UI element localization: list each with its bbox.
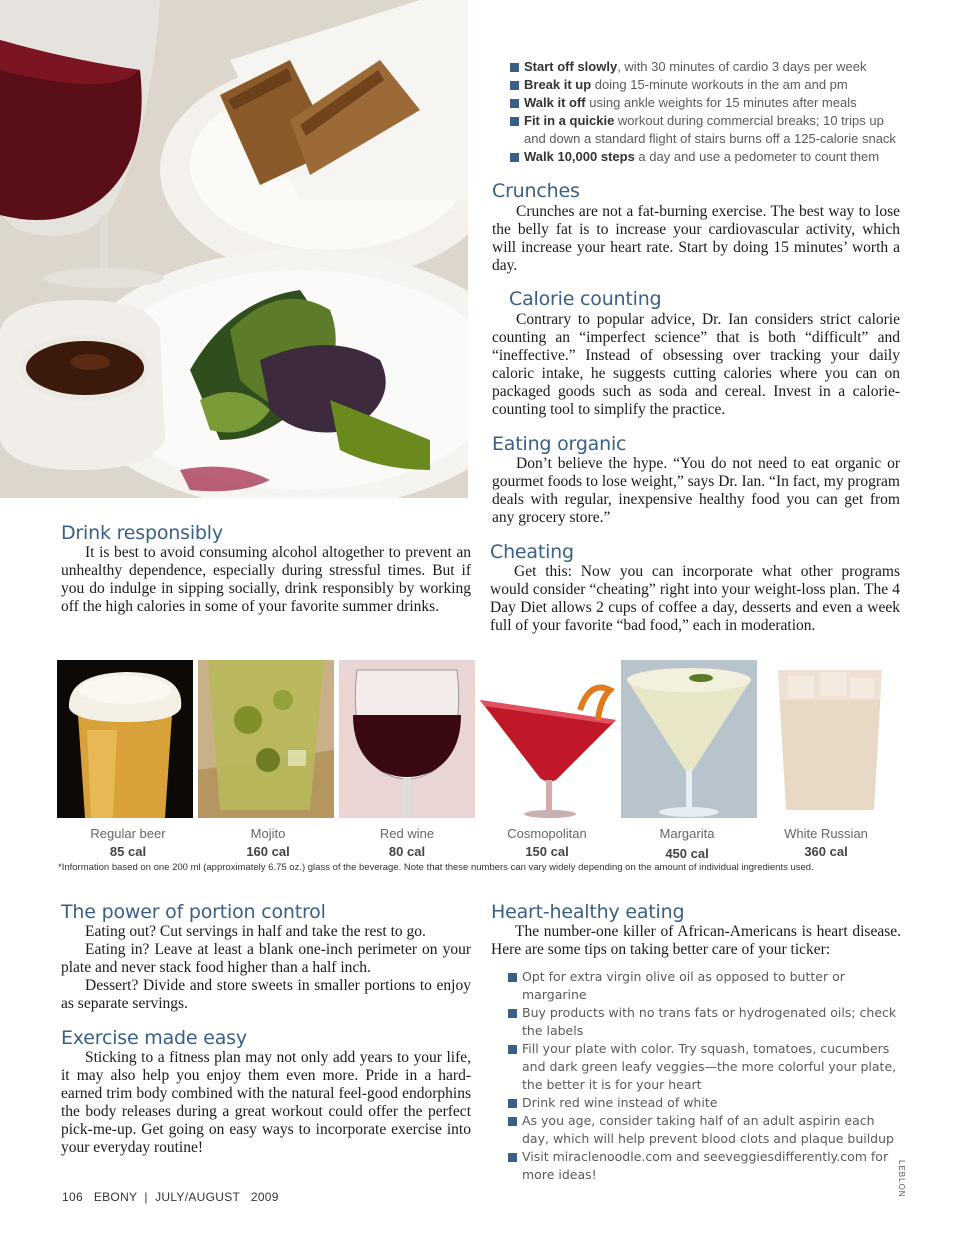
list-item: Visit miraclenoodle.com and seeveggiesdifferently.com for more ideas!	[508, 1148, 901, 1184]
list-item: Opt for extra virgin olive oil as opposed to butter or margarine	[508, 968, 901, 1004]
calorie-counting-heading: Calorie counting	[509, 288, 662, 310]
portion-control-heading: The power of portion control	[61, 901, 326, 923]
drink-name-cosmopolitan: Cosmopolitan	[507, 826, 587, 841]
portion-para-1: Eating out? Cut servings in half and take the rest to go.	[85, 923, 426, 940]
drink-cal-white-russian: 360 cal	[804, 844, 848, 859]
calorie-footnote: *Information based on one 200 ml (approximately 6.75 oz.) glass of the beverage. Note that these numbers can vary widely depending on the amount of individual ingredients used.	[58, 862, 814, 873]
red-wine-photo	[339, 660, 475, 818]
crunches-heading: Crunches	[492, 180, 580, 202]
meal-illustration	[0, 0, 468, 498]
drink-name-mojito: Mojito	[250, 826, 286, 841]
list-item: Walk 10,000 steps a day and use a pedometer to count them	[510, 148, 905, 166]
list-item: Walk it off using ankle weights for 15 minutes after meals	[510, 94, 905, 112]
eating-organic-heading: Eating organic	[492, 433, 627, 455]
heart-tips-list	[508, 968, 901, 1184]
drink-cal-beer: 85 cal	[109, 844, 147, 859]
eating-organic-body: Don’t believe the hype. “You do not need to eat organic or gourmet foods to lose weight,” says Dr. Ian. “In fact, my program deals with regular, inexpensive healthy food you can get from any grocery store.”	[492, 455, 900, 526]
white-russian-photo	[762, 660, 898, 818]
cosmopolitan-photo	[480, 660, 616, 818]
crunches-body: Crunches are not a fat-burning exercise. The best way to lose the belly fat is to increase your cardiovascular activity, which will increase your heart rate. Start by doing 15 minutes’ worth a day.	[492, 203, 900, 274]
mojito-photo	[198, 660, 334, 818]
drink-name-red-wine: Red wine	[379, 826, 435, 841]
beer-photo	[57, 660, 193, 818]
exercise-body: Sticking to a fitness plan may not only add years to your life, it may also help you enjoy them even more. Pride in a hard-earned trim body combined with the natural feel-good endorphins the body releases during a great workout could offer the perfect pick-me-up. Get going on easy ways to incorporate exercise into your everyday routine!	[61, 1049, 471, 1156]
portion-para-3: Dessert? Divide and store sweets in smaller portions to enjoy as separate servings.	[61, 977, 471, 1012]
list-item: Buy products with no trans fats or hydrogenated oils; check the labels	[508, 1004, 901, 1040]
cheating-body: Get this: Now you can incorporate what other programs would consider “cheating” right into your weight-loss plan. The 4 Day Diet allows 2 cups of coffee a day, desserts and even a week full of your favorite “bad food,” each in moderation.	[490, 563, 900, 634]
drink-responsibly-body: It is best to avoid consuming alcohol altogether to prevent an unhealthy dependence, especially during stressful times. But if you do indulge in sipping socially, drink responsibly by working off the high calories in some of your favorite summer drinks.	[61, 544, 471, 615]
list-item: Start off slowly, with 30 minutes of cardio 3 days per week	[510, 58, 905, 76]
portion-control-body	[61, 923, 471, 1013]
drink-cal-red-wine: 80 cal	[388, 844, 426, 859]
margarita-photo	[621, 660, 757, 818]
drink-cal-mojito: 160 cal	[246, 844, 290, 859]
heart-healthy-heading: Heart-healthy eating	[491, 901, 685, 923]
list-item: Break it up doing 15-minute workouts in the am and pm	[510, 76, 905, 94]
drink-name-white-russian: White Russian	[784, 826, 868, 841]
list-item: Fill your plate with color. Try squash, tomatoes, cucumbers and dark green leafy veggies—the more colorful your plate, the better it is for your heart	[508, 1040, 901, 1094]
drink-name-margarita: Margarita	[659, 826, 715, 841]
list-item: Fit in a quickie workout during commercial breaks; 10 trips up and down a standard flight of stairs burns off a 125-calorie snack	[510, 112, 905, 148]
drink-responsibly-heading: Drink responsibly	[61, 522, 223, 544]
drink-cal-margarita: 450 cal	[665, 846, 709, 861]
page-folio: 106 EBONY | JULY/AUGUST 2009	[62, 1190, 279, 1204]
calorie-counting-body: Contrary to popular advice, Dr. Ian considers strict calorie counting an “imperfect science” that is both “difficult” and “ineffective.” Instead of obsessing over tracking your daily caloric intake, he suggests cutting calories where you can on packaged goods such as soda and cereal. Invest in a calorie-counting tool to simplify the practice.	[492, 311, 900, 418]
exercise-heading: Exercise made easy	[61, 1027, 247, 1049]
hero-photo-meal	[0, 0, 468, 498]
photo-credit: LEBLON	[897, 1160, 906, 1198]
heart-healthy-intro: The number-one killer of African-Americans is heart disease. Here are some tips on taking better care of your ticker:	[491, 923, 901, 958]
workout-tips-list	[510, 58, 905, 166]
list-item: Drink red wine instead of white	[508, 1094, 901, 1112]
cheating-heading: Cheating	[490, 541, 574, 563]
portion-para-2: Eating in? Leave at least a blank one-inch perimeter on your plate and never stack food higher than a half inch.	[61, 941, 471, 976]
drink-name-beer: Regular beer	[90, 826, 166, 841]
list-item: As you age, consider taking half of an adult aspirin each day, which will help prevent blood clots and plaque buildup	[508, 1112, 901, 1148]
drink-cal-cosmopolitan: 150 cal	[525, 844, 569, 859]
